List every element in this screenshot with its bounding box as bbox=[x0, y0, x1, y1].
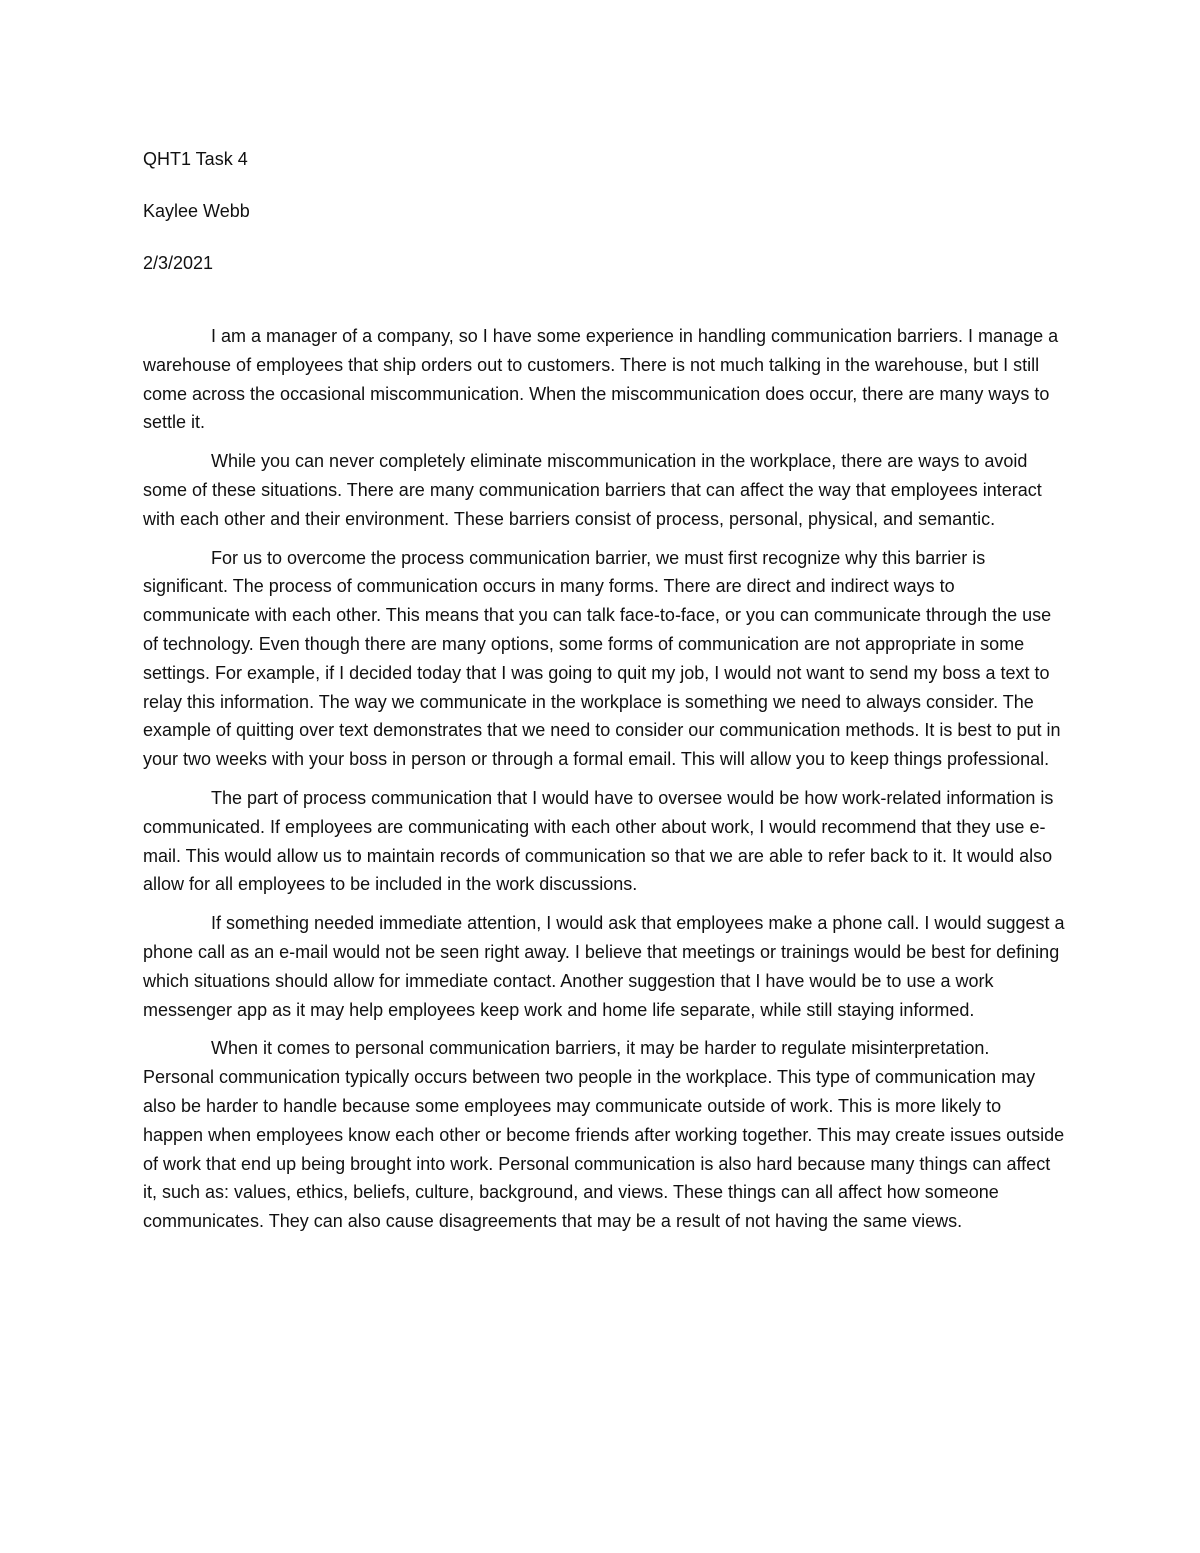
paragraph-5: If something needed immediate attention, I would ask that employees make a phone call. I would suggest a phone call as an e-mail would not be seen right away. I believe that meetings or trainings would be best for defining which situations should allow for immediate contact. Another suggestion that I have would be to use a work messenger app as it may help employees keep work and home life separate, while still staying informed. bbox=[143, 913, 1065, 1020]
paragraph-4: The part of process communication that I would have to oversee would be how work-related information is communicated. If employees are communicating with each other about work, I would recommend that they use e-mail. This would allow us to maintain records of communication so that we are able to refer back to it. It would also allow for all employees to be included in the work discussions. bbox=[143, 787, 1054, 895]
document-body bbox=[143, 322, 1065, 1246]
document-date: 2/3/2021 bbox=[143, 253, 214, 273]
author-name: Kaylee Webb bbox=[143, 201, 250, 221]
paragraph-2: While you can never completely eliminate miscommunication in the workplace, there are ways to avoid some of these situations. There are many communication barriers that can affect the way that employees interact with each other and their environment. These barriers consist of process, personal, physical, and semantic. bbox=[143, 451, 1042, 529]
paragraph-3: For us to overcome the process communication barrier, we must first recognize why this barrier is significant. The process of communication occurs in many forms. There are direct and indirect ways to communicate with each other. This means that you can talk face-to-face, or you can communicate through the use of technology. Even though there are many options, some forms of communication are not appropriate in some settings. For example, if I decided today that I was going to quit my job, I would not want to send my boss a text to relay this information. The way we communicate in the workplace is something we need to always consider. The example of quitting over text demonstrates that we need to consider our communication methods. It is best to put in your two weeks with your boss in person or through a formal email. This will allow you to keep things professional. bbox=[143, 547, 1061, 770]
paragraph-6: When it comes to personal communication barriers, it may be harder to regulate misinterpretation. Personal communication typically occurs between two people in the workplace. This type of communication may also be harder to handle because some employees may communicate outside of work. This is more likely to happen when employees know each other or become friends after working together. This may create issues outside of work that end up being brought into work. Personal communication is also hard because many things can affect it, such as: values, ethics, beliefs, culture, background, and views. These things can all affect how someone communicates. They can also cause disagreements that may be a result of not having the same views. bbox=[143, 1038, 1065, 1232]
document-header bbox=[143, 146, 1063, 302]
paragraph-1: I am a manager of a company, so I have some experience in handling communication barriers. I manage a warehouse of employees that ship orders out to customers. There is not much talking in the warehouse, but I still come across the occasional miscommunication. When the miscommunication does occur, there are many ways to settle it. bbox=[143, 326, 1059, 433]
course-title: QHT1 Task 4 bbox=[143, 149, 248, 169]
